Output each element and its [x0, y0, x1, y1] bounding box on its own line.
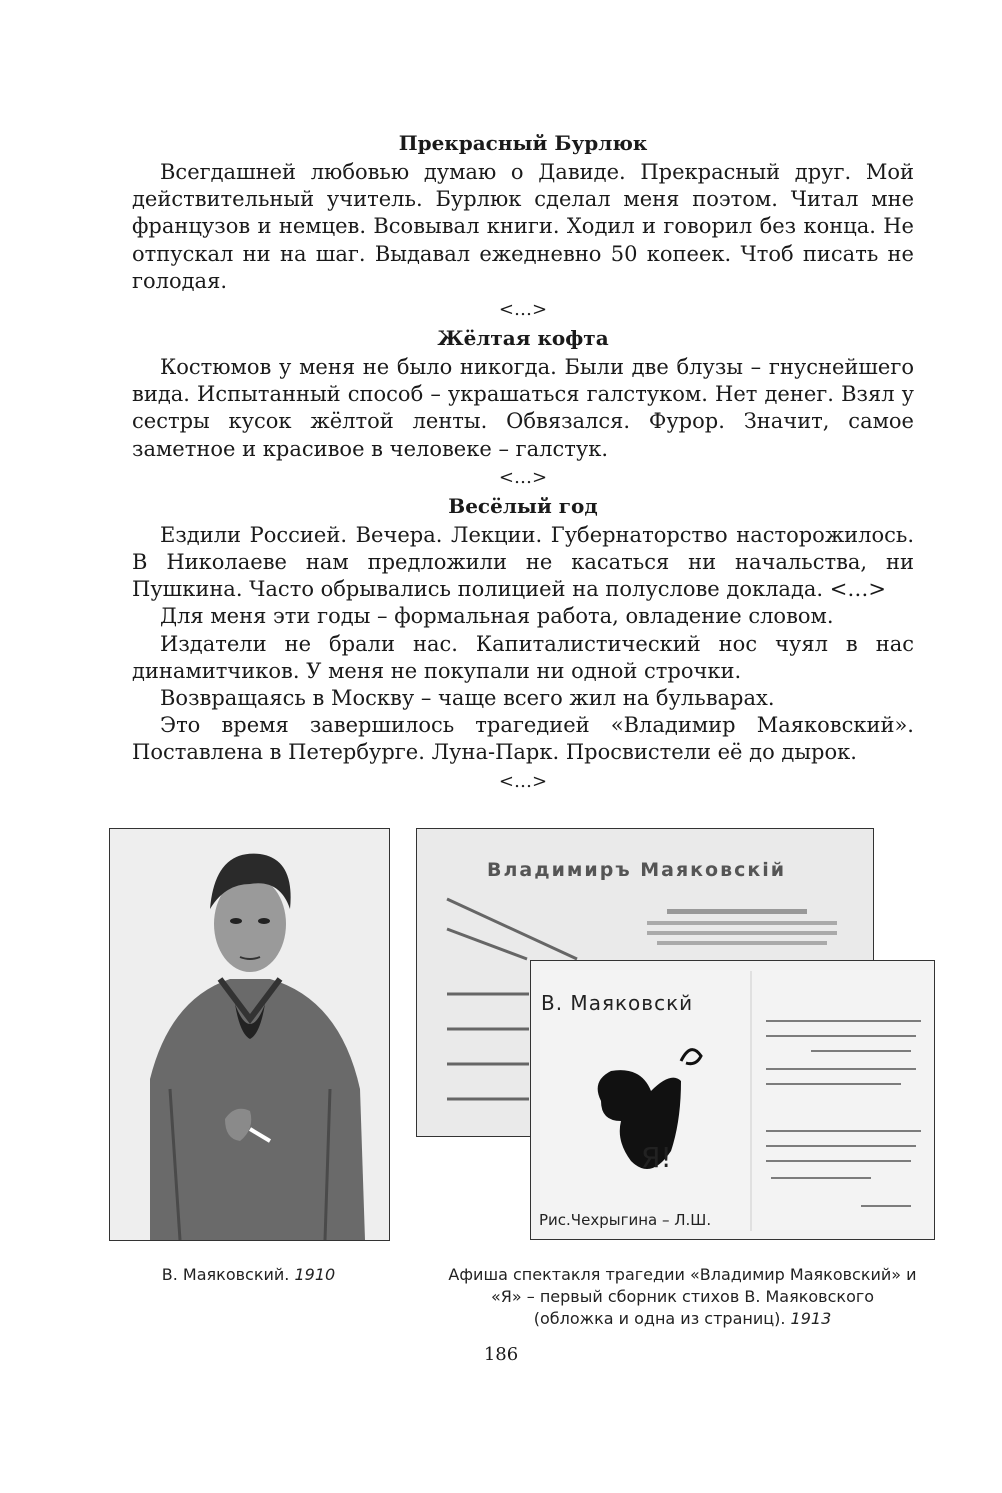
- paragraph: Костюмов у меня не было никогда. Были две блузы – гнуснейшего вида. Испытанный способ – украшаться галстуком. Нет денег. Взял у сестры кусок жёлтой ленты. Обвязался. Фурор. Значит, самое заметное и красивое в человеке – галстук.: [132, 355, 914, 461]
- cover-credit: Рис.Чехрыгина – Л.Ш.: [539, 1211, 712, 1229]
- poster-caption-year: 1913: [790, 1309, 832, 1328]
- cover-ya: Я!: [641, 1141, 672, 1174]
- paragraph: Ездили Россией. Вечера. Лекции. Губернаторство насторожилось. В Николаеве нам предложили не касаться ни начальства, ни Пушкина. Часто обрывались полицией на полуслове доклада. <…>: [132, 522, 914, 602]
- paragraph: Всегдашней любовью думаю о Давиде. Прекрасный друг. Мой действительный учитель. Бурлюк сделал меня поэтом. Читал мне французов и немцев. Всовывал книги. Ходил и говорил без конца. Не отпускал ни на шаг. Выдавал ежедневно 50 копеек. Чтоб писать не голодая.: [132, 160, 914, 293]
- page-number: 186: [483, 1344, 519, 1365]
- paragraph: Это время завершилось трагедией «Владимир Маяковский». Поставлена в Петербурге. Луна-Парк. Просвистели её до дырок.: [132, 713, 914, 765]
- portrait-photo: [109, 828, 390, 1241]
- photo-caption-text: В. Маяковский.: [161, 1265, 295, 1284]
- book-cover: [530, 960, 935, 1240]
- paragraph: Для меня эти годы – формальная работа, овладение словом.: [160, 604, 834, 629]
- poster-caption-line-2: «Я» – первый сборник стихов В. Маяковского: [490, 1287, 875, 1306]
- poster-caption-line-1: Афиша спектакля трагедии «Владимир Маяковский» и: [448, 1265, 917, 1284]
- paragraph: Издатели не брали нас. Капиталистический нос чуял в нас динамитчиков. У меня не покупали ни одной строчки.: [132, 631, 914, 683]
- section-heading-merry-year: Весёлый год: [448, 493, 598, 518]
- poster-caption: [410, 1264, 955, 1330]
- ellipsis-separator: <…>: [498, 299, 548, 321]
- cover-title: В. Маяковскй: [541, 991, 694, 1015]
- section-heading-burliuk: Прекрасный Бурлюк: [398, 131, 648, 155]
- ellipsis-separator: <…>: [498, 770, 548, 792]
- photo-caption: [109, 1264, 388, 1286]
- poster-title: Владимиръ Маяковскій: [487, 859, 787, 881]
- photo-caption-year: 1910: [294, 1265, 336, 1284]
- paragraph: Возвращаясь в Москву – чаще всего жил на бульварах.: [160, 686, 775, 711]
- section-heading-yellow-jacket: Жёлтая кофта: [437, 326, 609, 351]
- poster-caption-line-3: (обложка и одна из страниц).: [533, 1309, 791, 1328]
- ellipsis-separator: <…>: [498, 466, 548, 488]
- main-text: [132, 126, 914, 795]
